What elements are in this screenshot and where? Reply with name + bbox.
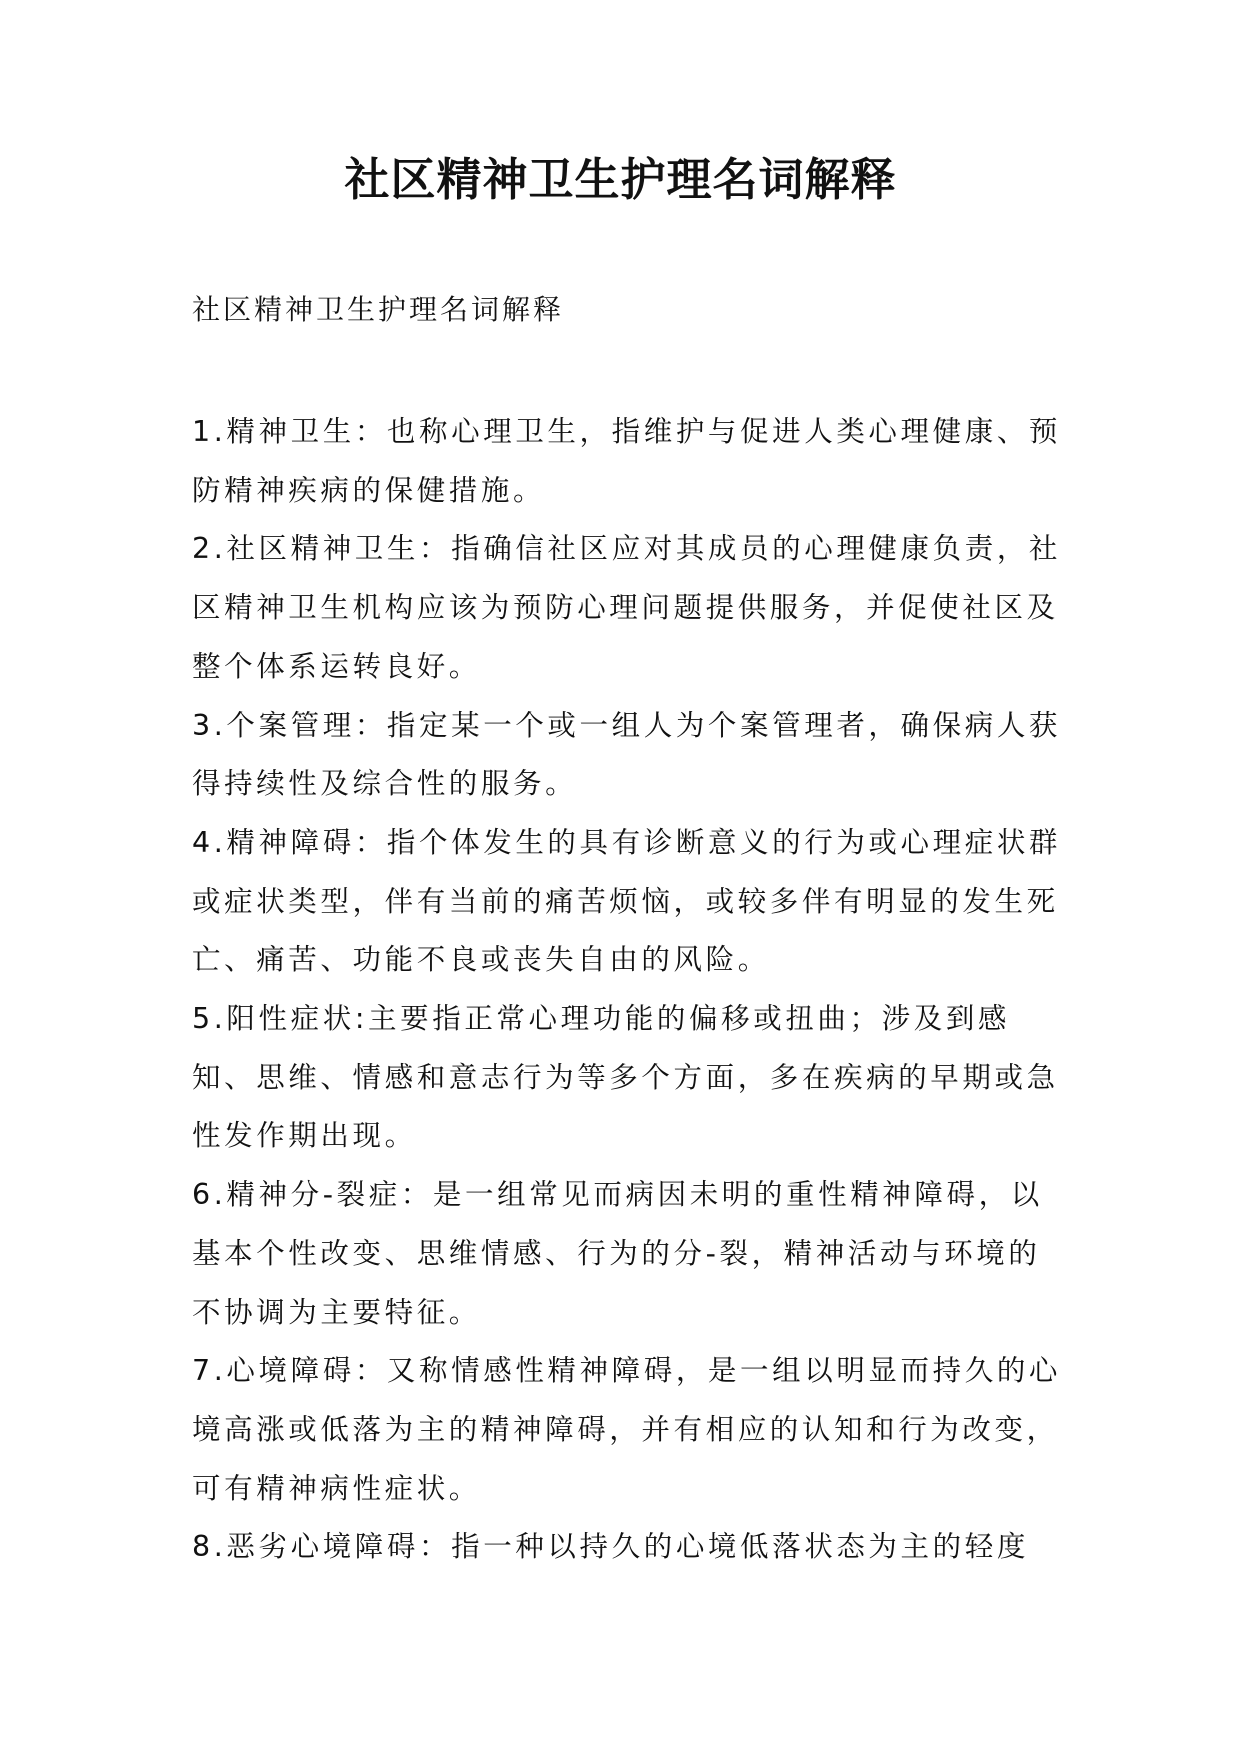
entry-number: 6. bbox=[192, 1178, 227, 1212]
document-subtitle: 社区精神卫生护理名词解释 bbox=[192, 293, 565, 326]
entry-definition: 指个体发生的具有诊断意义的行为或心理症状群或症状类型，伴有当前的痛苦烦恼，或较多伴有明显的发生死亡、痛苦、功能不良或丧失自由的风险。 bbox=[192, 825, 1062, 977]
definition-entry bbox=[192, 520, 1072, 696]
definition-entry bbox=[192, 403, 1072, 520]
document-title: 社区精神卫生护理名词解释 bbox=[344, 153, 897, 206]
entry-separator: ： bbox=[354, 708, 387, 742]
entry-term: 精神卫生 bbox=[226, 415, 355, 448]
entry-definition: 是一组常见而病因未明的重性精神障碍，以基本个性改变、思维情感、行为的分-裂，精神活动与环境的不协调为主要特征。 bbox=[192, 1178, 1043, 1329]
entry-number: 7. bbox=[192, 1354, 227, 1388]
entry-separator: : bbox=[354, 1002, 369, 1036]
entry-definition: 也称心理卫生，指维护与促进人类心理健康、预防精神疾病的保健措施。 bbox=[192, 415, 1062, 507]
entry-definition: 指定某一个或一组人为个案管理者，确保病人获得持续性及综合性的服务。 bbox=[192, 708, 1062, 801]
definitions-list bbox=[192, 403, 1072, 1577]
entry-term: 社区精神卫生 bbox=[226, 532, 420, 566]
entry-separator: ： bbox=[354, 825, 387, 859]
definition-entry bbox=[192, 1342, 1072, 1518]
entry-number: 5. bbox=[192, 1002, 227, 1036]
entry-number: 2. bbox=[192, 532, 227, 566]
entry-term: 精神障碍 bbox=[226, 825, 355, 859]
entry-separator: ： bbox=[354, 415, 387, 448]
definition-entry bbox=[192, 1518, 1072, 1577]
entry-separator: ： bbox=[419, 532, 452, 566]
entry-number: 1. bbox=[192, 415, 227, 448]
entry-separator: ： bbox=[400, 1178, 433, 1212]
entry-definition: 又称情感性精神障碍，是一组以明显而持久的心境高涨或低落为主的精神障碍，并有相应的认知和行为改变，可有精神病性症状。 bbox=[192, 1354, 1062, 1505]
entry-definition: 指一种以持久的心境低落状态为主的轻度 bbox=[451, 1530, 1029, 1564]
entry-term: 心境障碍 bbox=[226, 1354, 355, 1388]
entry-definition: 主要指正常心理功能的偏移或扭曲；涉及到感知、思维、情感和意志行为等多个方面，多在疾病的早期或急性发作期出现。 bbox=[192, 1002, 1059, 1153]
definition-entry bbox=[192, 1166, 1072, 1342]
definition-entry bbox=[192, 990, 1072, 1166]
entry-term: 恶劣心境障碍 bbox=[226, 1530, 420, 1564]
definition-entry bbox=[192, 697, 1072, 814]
entry-term: 阳性症状 bbox=[226, 1002, 355, 1036]
entry-number: 4. bbox=[192, 825, 227, 859]
definition-entry bbox=[192, 814, 1072, 990]
entry-separator: ： bbox=[354, 1354, 387, 1388]
entry-number: 8. bbox=[192, 1530, 227, 1564]
entry-term: 个案管理 bbox=[226, 708, 355, 742]
entry-term: 精神分-裂症 bbox=[226, 1178, 401, 1212]
entry-definition: 指确信社区应对其成员的心理健康负责，社区精神卫生机构应该为预防心理问题提供服务，并促使社区及整个体系运转良好。 bbox=[192, 532, 1062, 683]
entry-number: 3. bbox=[192, 708, 227, 742]
entry-separator: ： bbox=[419, 1530, 452, 1564]
